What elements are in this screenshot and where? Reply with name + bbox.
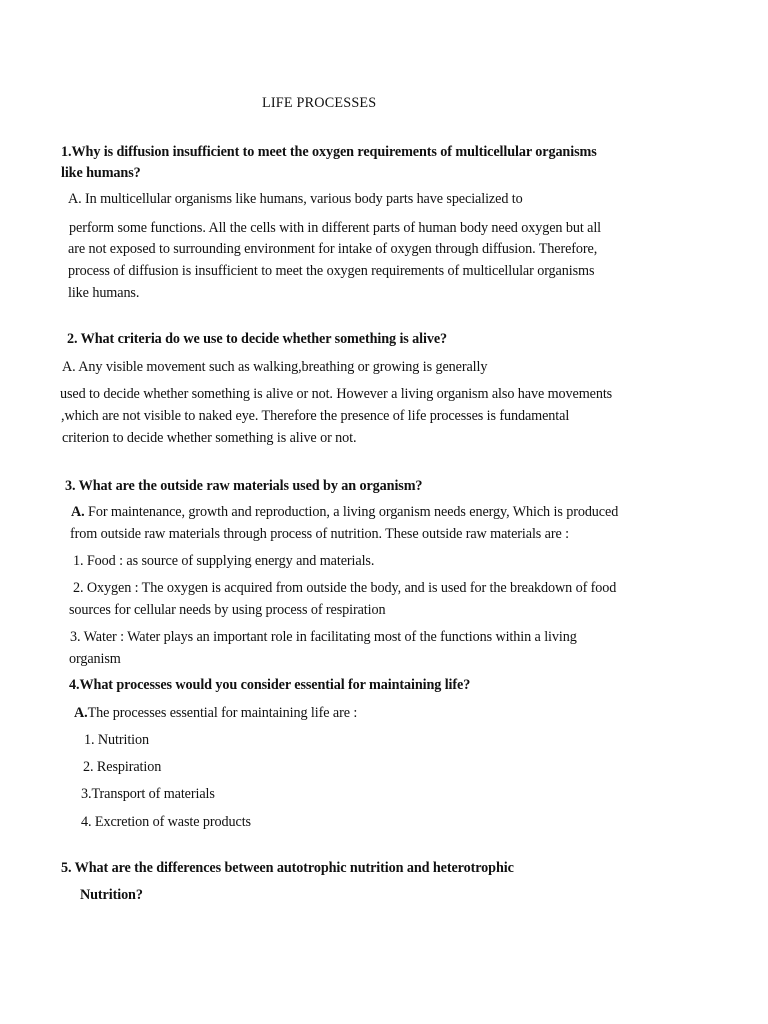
page-title: LIFE PROCESSES — [262, 95, 377, 111]
q3-item-oxygen-line1: 2. Oxygen : The oxygen is acquired from outside the body, and is used for the breakdown of food — [73, 580, 617, 596]
q1-answer-line5: like humans. — [68, 285, 140, 301]
q3-item-water-line2: organism — [69, 651, 121, 667]
q3-item-oxygen-line2: sources for cellular needs by using process of respiration — [69, 602, 386, 618]
q3-item-water-line1: 3. Water : Water plays an important role in facilitating most of the functions within a living — [70, 629, 577, 645]
q1-answer-line4: process of diffusion is insufficient to meet the oxygen requirements of multicellular organisms — [68, 263, 595, 279]
q4-answer-text: The processes essential for maintaining life are : — [87, 705, 358, 721]
q3-answer-text: For maintenance, growth and reproduction, a living organism needs energy, Which is produced — [84, 504, 619, 520]
q2-question: 2. What criteria do we use to decide whether something is alive? — [67, 331, 448, 347]
q1-answer-line1: A. In multicellular organisms like humans, various body parts have specialized to — [68, 191, 523, 207]
q2-answer-line4: criterion to decide whether something is alive or not. — [62, 430, 357, 446]
q2-answer-line2: used to decide whether something is alive or not. However a living organism also have movements — [60, 386, 613, 402]
q3-item-food: 1. Food : as source of supplying energy and materials. — [73, 553, 375, 569]
q1-answer-line2: perform some functions. All the cells with in different parts of human body need oxygen but all — [69, 220, 602, 236]
q1-question-line2: like humans? — [61, 165, 141, 181]
q4-answer-line — [74, 704, 357, 722]
q3-answer-line1 — [71, 503, 618, 521]
q2-answer-line1: A. Any visible movement such as walking,breathing or growing is generally — [62, 359, 488, 375]
q4-item-nutrition: 1. Nutrition — [84, 732, 150, 748]
q5-question-line2: Nutrition? — [80, 887, 143, 903]
q1-question-line1: 1.Why is diffusion insufficient to meet the oxygen requirements of multicellular organisms — [61, 144, 597, 160]
q3-question: 3. What are the outside raw materials used by an organism? — [65, 478, 423, 494]
q2-answer-line3: ,which are not visible to naked eye. Therefore the presence of life processes is fundamental — [61, 408, 570, 424]
q5-question-line1: 5. What are the differences between autotrophic nutrition and heterotrophic — [61, 860, 514, 876]
q4-item-respiration: 2. Respiration — [83, 759, 162, 775]
q3-answer-line2: from outside raw materials through process of nutrition. These outside raw materials are : — [70, 526, 569, 542]
q4-item-transport: 3.Transport of materials — [81, 786, 215, 802]
q1-answer-line3: are not exposed to surrounding environment for intake of oxygen through diffusion. Therefore, — [68, 241, 598, 257]
q4-answer-prefix: A. — [74, 705, 88, 721]
q4-question: 4.What processes would you consider essential for maintaining life? — [69, 677, 471, 693]
q4-item-excretion: 4. Excretion of waste products — [81, 814, 251, 830]
q3-answer-prefix: A. — [71, 504, 85, 520]
